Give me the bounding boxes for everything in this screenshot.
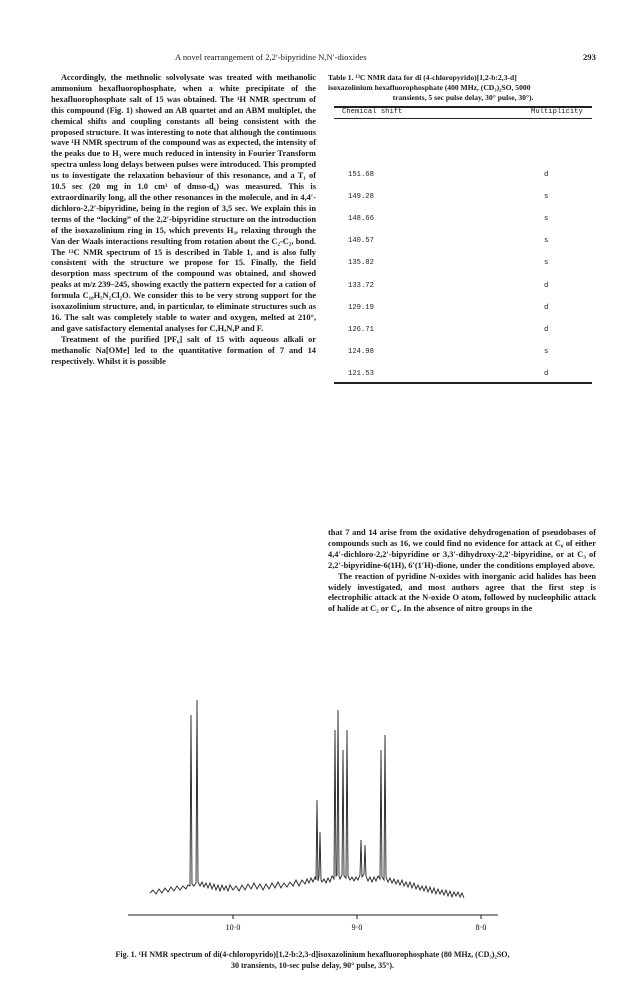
table-caption-line: transients, 5 sec pulse delay, 30° pulse, 30°). (392, 93, 534, 102)
body-paragraph: that 7 and 14 arise from the oxidative dehydrogenation of pseudobases of compounds such as 16, we could find no evidence for attack at C₆ of either 4,4′-dichloro-2,2′-bipyridine or 3,3′-dihydroxy-2,2′-bipyridine, or at C₃ of 2,2′-bipyridine-6(1H), 6′(1′H)-dione, under the conditions employed above. (328, 528, 596, 570)
multiplicity-value: d (544, 171, 549, 179)
figure-caption-line: Fig. 1. ¹H NMR spectrum of di(4-chloropyrido)[1,2-b:2,3-d]isoxazolinium hexafluorophosphate (80 MHz, (CD₃)₂SO, (115, 950, 510, 959)
shift-value: 149.28 (348, 193, 374, 201)
body-paragraph: Accordingly, the methnolic solvolysate was treated with methanolic ammonium hexafluorophosphate, when a white precipitate of the hexafluorophosphate salt of 15 was obtained. The ¹H NMR spectrum of this compound (Fig. 1) showed an AB quartet and an ABM multiplet, the chemical shifts and coupling constants all being consistent with the proposed structure. It was interesting to note that although the continuous wave ¹H NMR spectrum of the compound was as expected, the intensity of the peaks due to H₃ were much reduced in intensity in Fourier Transform spectra unless long delays between pulses were introduced. This prompted us to investigate the relaxation behaviour of this resonance, and a T₁ of 10.5 sec (20 mg in 1.0 cm³ of dmso-d₆) was measured. This is extraordinarily long, all the other resonances in the molecule, and in 4,4′-dichloro-2,2′-bipyridine, being in the region of 3,5 sec. We explain this in terms of the “locking” of the 2,2′-bipyridine structure on the introduction of the isoxazolinium ring in 15, which prevents H₃, relaxing through the Van der Waals interactions resulting from rotation about the C₂-C₂, bond. The ¹³C NMR spectrum of 15 is described in Table 1, and is also fully consistent with the structure we propose for 15. Finally, the field desorption mass spectrum of the compound was obtained, and showed peaks at m/z 239–245, showing exactly the pattern expected for a cation of formula C₁₀H₅N₂Cl₂O. We consider this to be very strong support for the isoxazolinium structure, and, in particular, to eliminate structures such as 16. The salt was completely stable to water and oxygen, melted at 210°, and gave satisfactory elemental analyses for C,H,N,P and F. (51, 73, 316, 333)
figure-caption (60, 950, 565, 971)
multiplicity-value: d (544, 326, 549, 334)
multiplicity-value: d (544, 282, 549, 290)
multiplicity-value: d (544, 370, 549, 378)
shift-value: 148.66 (348, 215, 374, 223)
shift-value: 133.72 (348, 282, 374, 290)
table-row (334, 171, 592, 181)
table-caption (328, 73, 598, 103)
page-header (0, 52, 625, 66)
shift-value: 126.71 (348, 326, 374, 334)
body-paragraph: The reaction of pyridine N-oxides with inorganic acid halides has been widely investigated, and most authors agree that the first step is electrophilic attack at the N-oxide O atom, followed by nucleophilic attack of halide at C₂ or C₄. In the absence of nitro groups in the (328, 571, 596, 614)
x-tick-label: 10·0 (225, 923, 241, 932)
table-row (334, 259, 592, 269)
column-header-multiplicity: Multiplicity (531, 108, 583, 116)
table-row (334, 348, 592, 358)
table-row (334, 326, 592, 336)
spectrum-trace (150, 700, 464, 898)
table-row (334, 193, 592, 203)
table-rule-bottom (334, 382, 592, 384)
table-row (334, 237, 592, 247)
multiplicity-value: s (544, 348, 549, 356)
table-rule-header (334, 118, 592, 119)
table-row (334, 282, 592, 292)
multiplicity-value: s (544, 259, 549, 267)
multiplicity-value: s (544, 193, 549, 201)
table-row (334, 370, 592, 380)
body-paragraph: Treatment of the purified [PF₆] salt of 15 with aqueous alkali or methanolic Na[OMe] led to the quantitative formation of 7 and 14 respectively. Whilst it is possible (51, 334, 316, 366)
nmr-spectrum-figure (0, 590, 625, 945)
table-row (334, 304, 592, 314)
table-row (334, 215, 592, 225)
shift-value: 140.57 (348, 237, 374, 245)
shift-value: 124.98 (348, 348, 374, 356)
running-title: A novel rearrangement of 2,2′-bipyridine N,N′-dioxides (175, 52, 367, 62)
shift-value: 129.19 (348, 304, 374, 312)
multiplicity-value: d (544, 304, 549, 312)
table-caption-line: isoxazolinium hexafluorophosphate (400 MHz, (CD₃)₂SO, 5000 (328, 83, 531, 92)
figure-caption-line: 30 transients, 10-sec pulse delay, 90° pulse, 35°). (230, 960, 395, 970)
table-caption-line: Table 1. ¹³C NMR data for di (4-chloropyrido)[1,2-b:2,3-d] (328, 73, 517, 82)
shift-value: 135.82 (348, 259, 374, 267)
left-column (51, 73, 316, 367)
column-header-chemical-shift: Chemical shift (342, 108, 403, 116)
shift-value: 121.53 (348, 370, 374, 378)
page-number: 293 (583, 52, 596, 62)
multiplicity-value: s (544, 237, 549, 245)
x-tick-label: 8·0 (475, 923, 487, 932)
multiplicity-value: s (544, 215, 549, 223)
x-tick-label: 9·0 (351, 923, 363, 932)
shift-value: 151.68 (348, 171, 374, 179)
